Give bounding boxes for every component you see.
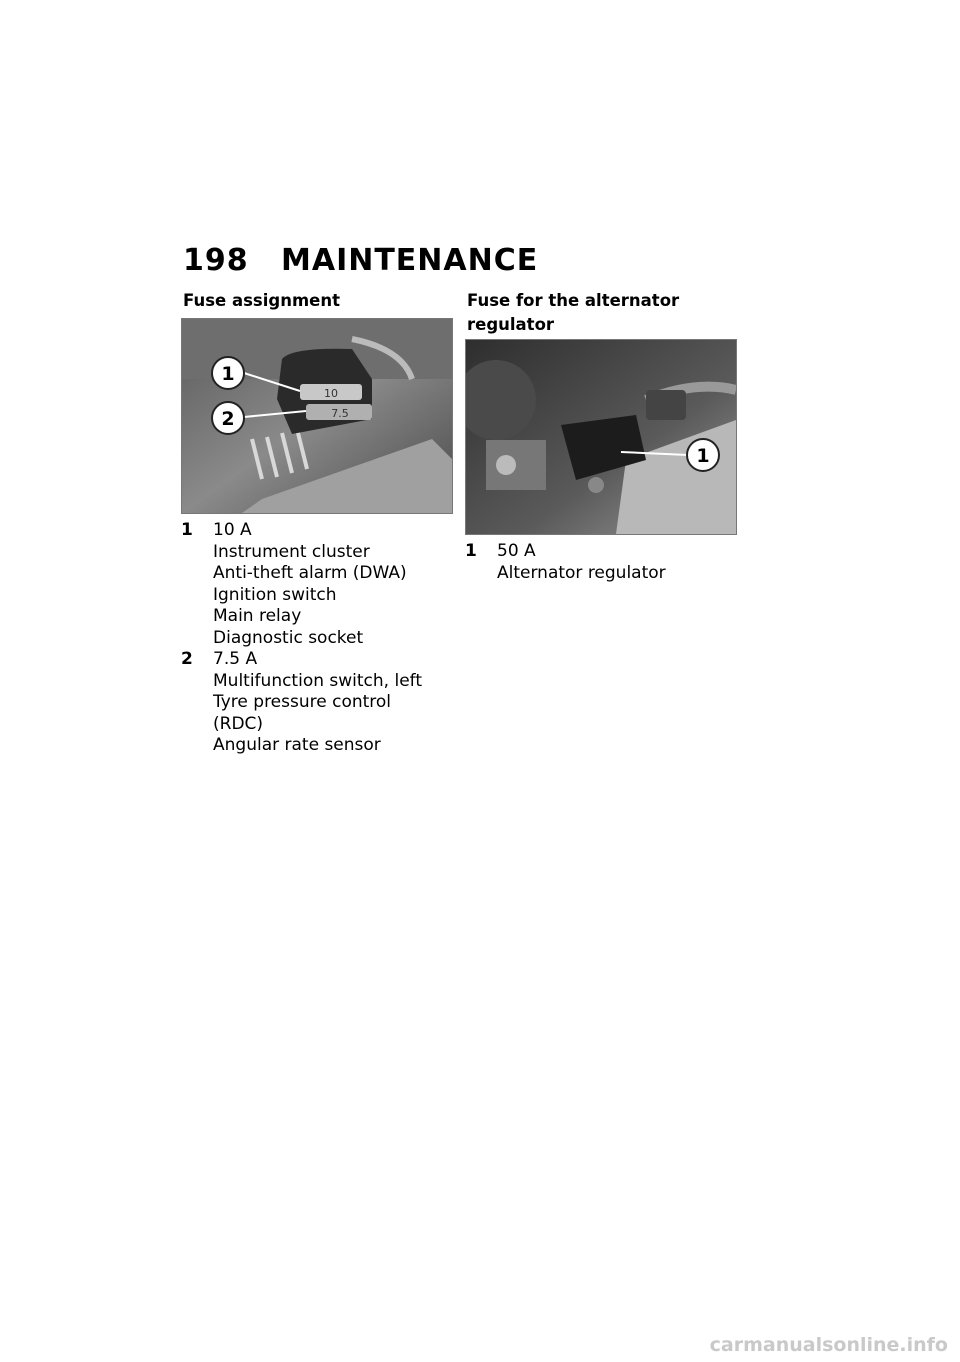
fuse-box-photo [181, 318, 453, 514]
fuse-label-7-5: 7.5 [331, 407, 349, 420]
fuse-rating: 7.5 A [213, 649, 258, 669]
legend-item [181, 520, 453, 649]
alternator-fuse-section [465, 289, 737, 584]
section-title-line: Fuse for the alternator [467, 291, 680, 310]
legend-line: Angular rate sensor [213, 735, 381, 755]
section-title-line: regulator [467, 315, 555, 334]
alternator-fuse-legend [465, 541, 737, 584]
fuse-label-10: 10 [324, 387, 338, 400]
legend-line: Diagnostic socket [213, 627, 364, 648]
alternator-regulator-photo [465, 339, 737, 535]
section-title: Fuse assignment [183, 291, 340, 310]
svg-text:1: 1 [696, 445, 710, 467]
callout-2 [212, 402, 244, 434]
chapter-title: MAINTENANCE [281, 243, 539, 278]
section-title [467, 289, 737, 337]
legend-line: Tyre pressure control [213, 692, 392, 712]
fuse-rating: 10 A [213, 520, 252, 540]
fuse-legend [181, 520, 453, 757]
legend-item [465, 541, 737, 584]
legend-number: 2 [181, 649, 193, 669]
callout-1 [687, 439, 719, 471]
legend-line: Ignition switch [213, 584, 337, 605]
svg-text:2: 2 [221, 408, 235, 430]
legend-line: Multifunction switch, left [213, 670, 423, 691]
legend-line: Anti-theft alarm (DWA) [213, 563, 407, 583]
svg-text:1: 1 [221, 363, 235, 385]
legend-item [181, 649, 453, 757]
fuse-holder [277, 349, 372, 434]
callout-1 [212, 357, 244, 389]
watermark: carmanualsonline.info [709, 1334, 948, 1356]
legend-number: 1 [181, 520, 193, 540]
page-number: 198 [183, 243, 249, 278]
page-header [183, 243, 538, 278]
legend-line: (RDC) [213, 713, 264, 734]
legend-line: Alternator regulator [497, 562, 666, 583]
fuse-assignment-section [181, 289, 453, 757]
legend-line: Main relay [213, 606, 302, 626]
legend-number: 1 [465, 541, 477, 561]
legend-line: Instrument cluster [213, 541, 370, 562]
fuse-rating: 50 A [497, 541, 536, 561]
